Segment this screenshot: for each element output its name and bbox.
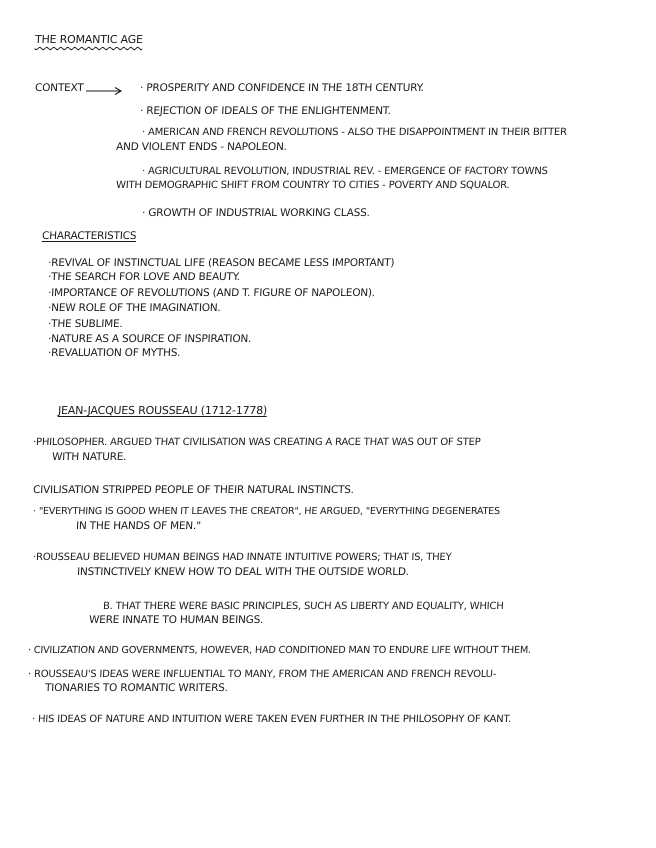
context-item-continuation: AND VIOLENT ENDS - NAPOLEON. bbox=[115, 141, 288, 153]
rousseau-line: ·ROUSSEAU BELIEVED HUMAN BEINGS HAD INNATE INTUITIVE POWERS; THAT IS, THEY bbox=[32, 552, 452, 563]
rousseau-line: · ROUSSEAU'S IDEAS WERE INFLUENTIAL TO MANY, FROM THE AMERICAN AND FRENCH REVOLU- bbox=[27, 669, 497, 680]
rousseau-line: INSTINCTIVELY KNEW HOW TO DEAL WITH THE OUTSIDE WORLD. bbox=[76, 566, 410, 578]
characteristics-item: ·REVIVAL OF INSTINCTUAL LIFE (REASON BECAME LESS IMPORTANT) bbox=[47, 257, 395, 269]
characteristics-item: ·NEW ROLE OF THE IMAGINATION. bbox=[47, 302, 221, 314]
characteristics-item: ·NATURE AS A SOURCE OF INSPIRATION. bbox=[47, 333, 252, 345]
context-item-continuation: WITH DEMOGRAPHIC SHIFT FROM COUNTRY TO CITIES - POVERTY AND SQUALOR. bbox=[115, 180, 510, 191]
rousseau-line: · HIS IDEAS OF NATURE AND INTUITION WERE TAKEN EVEN FURTHER IN THE PHILOSOPHY OF KANT. bbox=[31, 714, 512, 725]
arrow-right-icon bbox=[86, 86, 124, 96]
rousseau-heading: JEAN-JACQUES ROUSSEAU (1712-1778) bbox=[57, 404, 268, 417]
rousseau-line: · CIVILIZATION AND GOVERNMENTS, HOWEVER, HAD CONDITIONED MAN TO ENDURE LIFE WITHOUT THEM. bbox=[27, 645, 532, 656]
page-title: THE ROMANTIC AGE bbox=[34, 33, 144, 46]
context-item: · AGRICULTURAL REVOLUTION, INDUSTRIAL REV. - EMERGENCE OF FACTORY TOWNS bbox=[141, 166, 548, 177]
context-item: · REJECTION OF IDEALS OF THE ENLIGHTENMENT. bbox=[139, 105, 392, 117]
characteristics-heading: CHARACTERISTICS bbox=[41, 230, 137, 242]
characteristics-item: ·THE SUBLIME. bbox=[47, 318, 123, 330]
context-item: · GROWTH OF INDUSTRIAL WORKING CLASS. bbox=[141, 207, 371, 219]
characteristics-item: ·THE SEARCH FOR LOVE AND BEAUTY. bbox=[47, 271, 241, 283]
rousseau-line: · "EVERYTHING IS GOOD WHEN IT LEAVES THE CREATOR", HE ARGUED, "EVERYTHING DEGENERATES bbox=[32, 506, 501, 517]
characteristics-item: ·REVALUATION OF MYTHS. bbox=[47, 347, 181, 359]
context-label: CONTEXT bbox=[34, 82, 84, 94]
rousseau-line: WERE INNATE TO HUMAN BEINGS. bbox=[88, 614, 264, 626]
rousseau-line: IN THE HANDS OF MEN." bbox=[75, 520, 202, 532]
context-item: · AMERICAN AND FRENCH REVOLUTIONS - ALSO THE DISAPPOINTMENT IN THEIR BITTER bbox=[141, 127, 568, 138]
rousseau-line: B. THAT THERE WERE BASIC PRINCIPLES, SUCH AS LIBERTY AND EQUALITY, WHICH bbox=[102, 601, 504, 612]
rousseau-line: ·PHILOSOPHER. ARGUED THAT CIVILISATION WAS CREATING A RACE THAT WAS OUT OF STEP bbox=[32, 437, 481, 448]
context-item: · PROSPERITY AND CONFIDENCE IN THE 18TH CENTURY. bbox=[139, 82, 425, 94]
rousseau-line: CIVILISATION STRIPPED PEOPLE OF THEIR NATURAL INSTINCTS. bbox=[32, 484, 355, 496]
characteristics-item: ·IMPORTANCE OF REVOLUTIONS (AND T. FIGURE OF NAPOLEON). bbox=[47, 287, 376, 299]
rousseau-line: TIONARIES TO ROMANTIC WRITERS. bbox=[44, 682, 229, 694]
rousseau-line: WITH NATURE. bbox=[51, 451, 127, 463]
